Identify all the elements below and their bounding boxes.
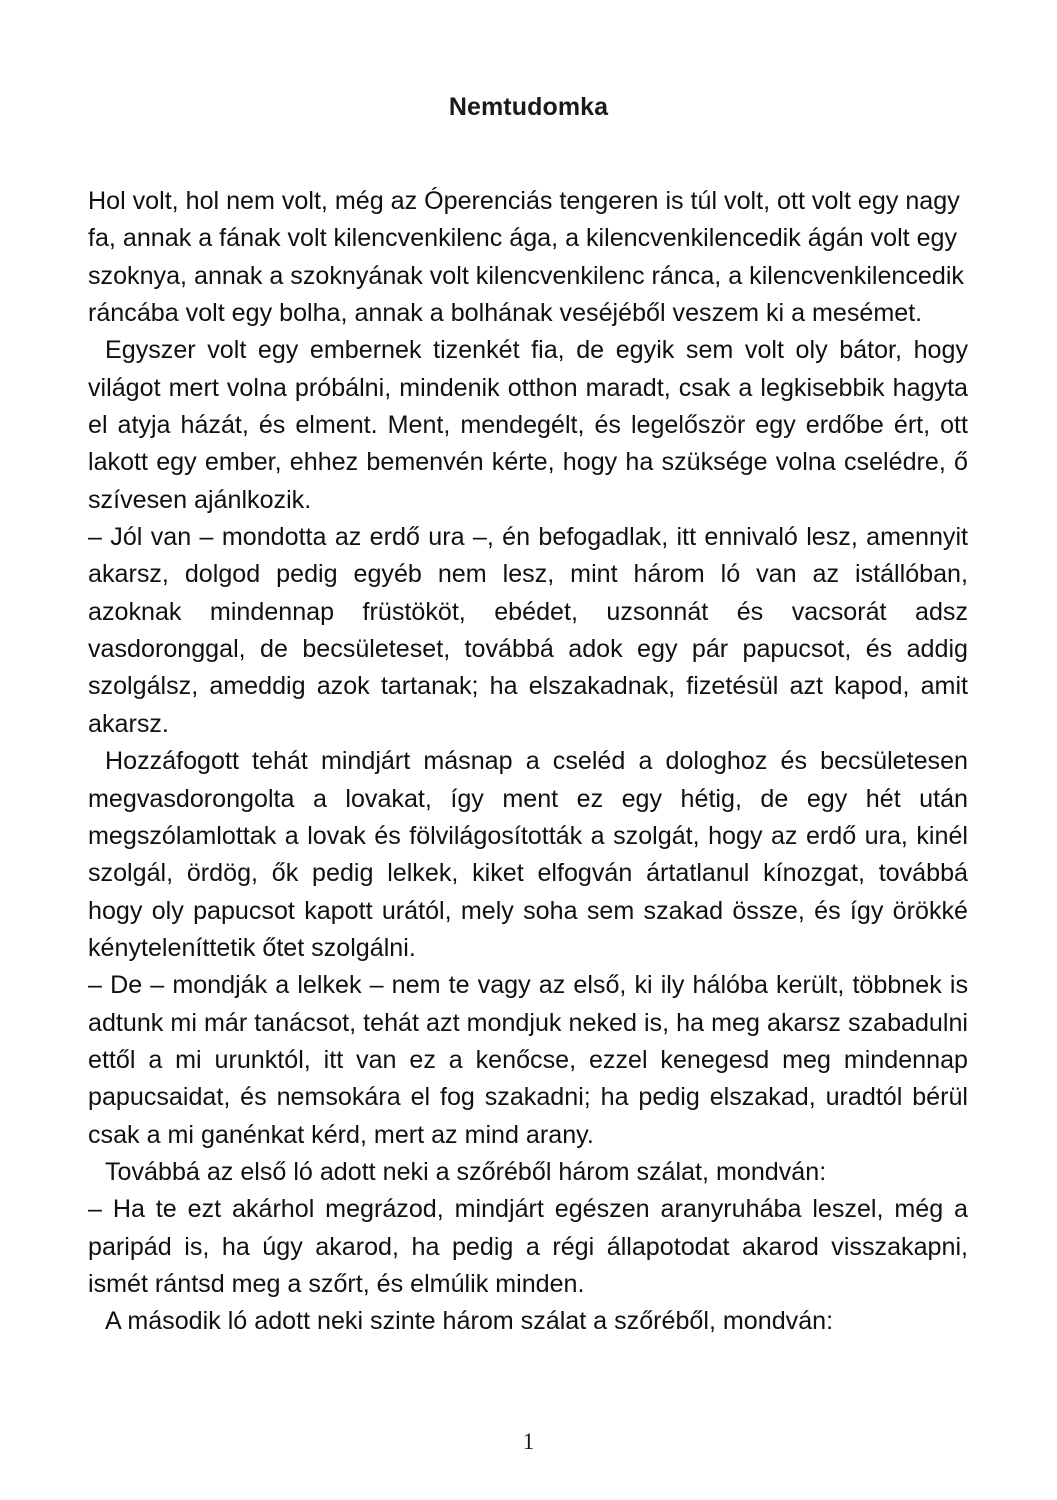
page-title: Nemtudomka xyxy=(448,93,609,121)
paragraph-first-horse-speech: – Ha te ezt akárhol megrázod, mindjárt egészen aranyruhába leszel, még a paripád is, ha úgy akarod, ha pedig a régi állapotodat akarod visszakapni, ismét rántsd meg a szőrt, és elmúlik minden. xyxy=(88,1195,968,1298)
paragraph-twelve-sons: Egyszer volt egy embernek tizenkét fia, de egyik sem volt oly bátor, hogy világot mert volna próbálni, mindenik otthon maradt, csak a legkisebbik hagyta el atyja házát, és elment. Ment, mendegélt, és legelőször egy erdőbe ért, ott lakott egy ember, ehhez bemenvén kérte, hogy ha szüksége volna cselédre, ő szívesen ajánlkozik. xyxy=(88,336,968,514)
paragraph-intro-formula: Hol volt, hol nem volt, még az Óperenciás tengeren is túl volt, ott volt egy nagy fa, annak a fának volt kilencvenkilenc ága, a kilencvenkilencedik ágán volt egy szoknya, annak a szoknyának volt kilencvenkilenc ránca, a kilencvenkilencedik ráncába volt egy bolha, annak a bolhának veséjéből veszem ki a mesémet. xyxy=(88,187,964,328)
paragraph-second-horse-intro: A második ló adott neki szinte három szálat a szőréből, mondván: xyxy=(105,1307,834,1336)
paragraph-servant-begins: Hozzáfogott tehát mindjárt másnap a cseléd a dologhoz és becsületesen megvasdorongolta a lovakat, így ment ez egy hétig, de egy hét után megszólamlottak a lovak és fölvilágosították a szolgát, hogy az erdő ura, kinél szolgál, ördög, ők pedig lelkek, kiket elfogván ártatlanul kínozgat, továbbá hogy oly papucsot kapott urától, mely soha sem szakad össze, és így örökké kényteleníttetik őtet szolgálni. xyxy=(88,747,968,962)
body-text-block xyxy=(88,183,968,1341)
paragraph-forest-lord-offer: – Jól van – mondotta az erdő ura –, én befogadlak, itt ennivaló lesz, amennyit akarsz, dolgod pedig egyéb nem lesz, mint három ló van az istállóban, azoknak mindennap früstököt, ebédet, uzsonnát és vacsorát adsz vasdoronggal, de becsületeset, továbbá adok egy pár papucsot, és addig szolgálsz, ameddig azok tartanak; ha elszakadnak, fizetésül azt kapod, amit akarsz. xyxy=(88,523,968,738)
page-number: 1 xyxy=(522,1429,535,1454)
paragraph-spirits-advice: – De – mondják a lelkek – nem te vagy az első, ki ily hálóba került, többnek is adtunk mi már tanácsot, tehát azt mondjuk neked is, ha meg akarsz szabadulni ettől a mi urunktól, itt van ez a kenőcse, ezzel kenegesd meg mindennap papucsaidat, és nemsokára el fog szakadni; ha pedig elszakad, uradtól bérül csak a mi ganénkat kérd, mert az mind arany. xyxy=(88,971,968,1149)
paragraph-first-horse-intro: Továbbá az első ló adott neki a szőréből három szálat, mondván: xyxy=(105,1157,827,1186)
